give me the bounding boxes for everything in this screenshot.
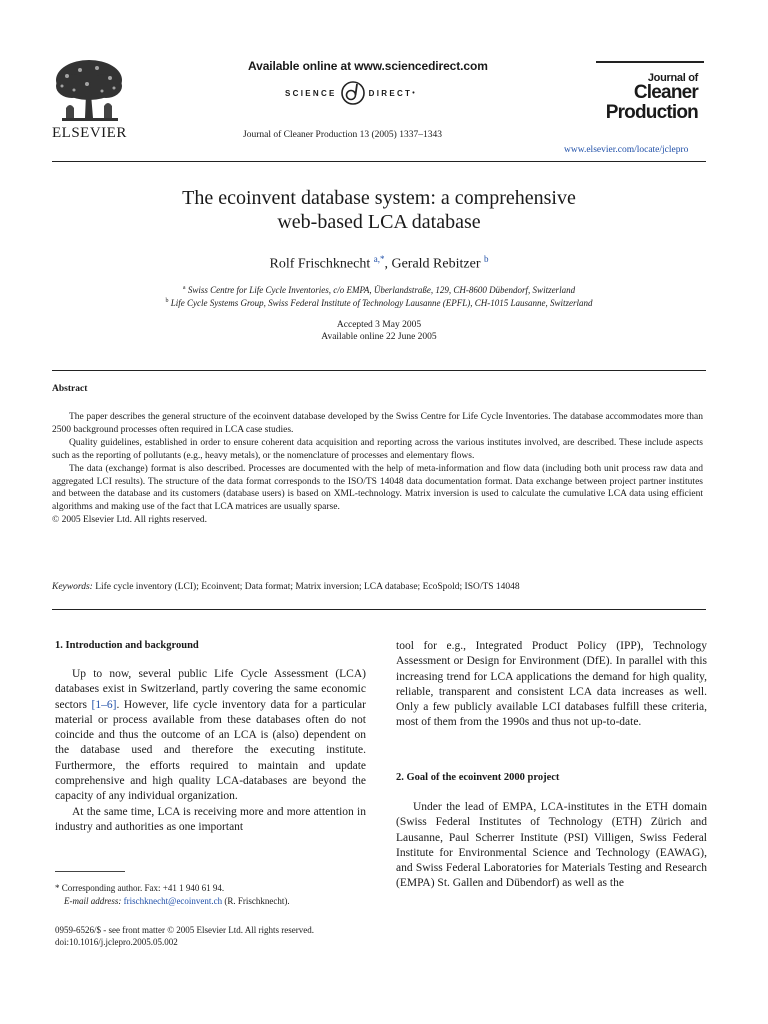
journal-logo-line2: Cleaner: [633, 82, 698, 103]
affil-b-text: Life Cycle Systems Group, Swiss Federal Institute of Technology Lausanne (EPFL), CH-1015 Lausanne, Switzerland: [170, 298, 593, 308]
section-1-paragraph-2: At the same time, LCA is receiving more and more attention in industry and authorities as one important: [55, 805, 366, 833]
footnote-rule: [55, 871, 125, 872]
sd-left-text: SCIENCE: [285, 88, 337, 98]
email-suffix: (R. Frischknecht).: [222, 896, 290, 906]
section-2-paragraph-1: Under the lead of EMPA, LCA-institutes in the ETH domain (Swiss Federal Institutes of Technology (ETH) Zürich and Lausanne, Paul Scherrer Institute (PSI) Villigen, Swiss Federal Institute for Environmental Science and Technology (EAWAG), and Swiss Federal Laboratories for Materials Testing and Research (EMPA) St. Gallen and Dübendorf) as well as the: [396, 801, 707, 890]
abstract-paragraph-1: The paper describes the general structure of the ecoinvent database developed by the Swiss Centre for Life Cycle Inventories. The database accommodates more than 2500 background processes often required in LCA case studies.: [52, 412, 703, 435]
section-1-heading: 1. Introduction and background: [55, 640, 199, 651]
journal-reference: Journal of Cleaner Production 13 (2005) 1337–1343: [243, 130, 442, 140]
affil-b-marker: b: [165, 298, 169, 304]
sd-right-text: DIRECT: [368, 88, 413, 98]
title-line-1: The ecoinvent database system: a comprehensive: [182, 187, 576, 209]
reference-link-1-6[interactable]: [1–6]: [91, 698, 117, 711]
available-online-text: Available online at www.sciencedirect.com: [248, 59, 488, 73]
title-line-2: web-based LCA database: [277, 211, 481, 233]
article-title: [52, 186, 706, 234]
author-2: Gerald Rebitzer: [391, 256, 481, 272]
affil-a-text: Swiss Centre for Life Cycle Inventories, c/o EMPA, Überlandstraße, 129, CH-8600 Dübendorf, Switzerland: [187, 285, 576, 295]
abstract-body: [52, 411, 703, 527]
section-1-paragraph-1: [55, 667, 366, 805]
abstract-paragraph-2: Quality guidelines, established in order to ensure coherent data acquisition and reporting across the various institutes involved, are described. These include aspects such as the reporting of pollutants (e.g., heavy metals), or the nomenclature of processes and elementary flows.: [52, 437, 703, 461]
journal-logo-bar: [596, 61, 704, 63]
abstract-top-rule: [52, 370, 706, 371]
keywords-label: Keywords:: [52, 582, 93, 592]
section-2-body: [396, 800, 707, 892]
affil-a-marker: a: [182, 285, 186, 291]
issn-line: 0959-6526/$ - see front matter © 2005 Elsevier Ltd. All rights reserved.: [55, 925, 315, 935]
available-date: Available online 22 June 2005: [321, 332, 437, 342]
doi-line: doi:10.1016/j.jclepro.2005.05.002: [55, 937, 178, 947]
email-label: E-mail address:: [64, 896, 122, 906]
email-link[interactable]: frischknecht@ecoinvent.ch: [121, 896, 223, 906]
keywords-list: Life cycle inventory (LCI); Ecoinvent; Data format; Matrix inversion; LCA database; EcoSpold; ISO/TS 14048: [92, 582, 520, 592]
accepted-date: Accepted 3 May 2005: [336, 320, 422, 330]
sciencedirect-d-icon: [340, 80, 366, 106]
journal-logo-line1: Journal of: [647, 72, 698, 84]
abstract-copyright: © 2005 Elsevier Ltd. All rights reserved.: [52, 515, 207, 526]
journal-url-link[interactable]: www.elsevier.com/locate/jclepro: [564, 145, 689, 155]
section-1-paragraph-2-continued: tool for e.g., Integrated Product Policy (IPP), Technology Assessment or Design for Environment (DfE). In parallel with this increasing trend for LCA applications the demand for high quality, reliable, transparent and consistent LCA data increases as well. Only a few publicly available LCI databases fulfill these criteria, most of them from the 1990s and thus not up-to-date.: [396, 640, 707, 729]
section-2-heading: 2. Goal of the ecoinvent 2000 project: [396, 772, 560, 783]
affiliation-b: [52, 298, 706, 308]
journal-logo-line3: Production: [605, 102, 698, 123]
section-1-continued: [396, 639, 707, 731]
author-list: [52, 254, 706, 273]
author-2-affil-link[interactable]: b: [483, 254, 489, 264]
section-1-body: [55, 667, 366, 835]
elsevier-tree-logo: [52, 58, 126, 128]
abstract-paragraph-3: The data (exchange) format is also described. Processes are documented with the help of meta-information and flow data (including both unit process raw data and aggregated LCI results). The structure of the data format corresponds to the ISO/TS 14048 data documentation format. Data exchange between project partner institutes and between the database and its customers (database users) is based on XML-technology. Matrix inversion is used to calculate the cumulative LCA data using efficient algorithms and making use of the fact that LCA matrices are usually sparse.: [52, 463, 703, 513]
author-1-affil-link[interactable]: a,*: [373, 254, 385, 264]
publisher-name: ELSEVIER: [52, 125, 127, 141]
header-rule: [52, 161, 706, 162]
author-separator: ,: [384, 256, 392, 272]
sd-mark: •: [412, 89, 415, 97]
affiliation-a: [52, 285, 706, 295]
author-1: Rolf Frischknecht: [269, 256, 371, 272]
section-1-p1-text-b: . However, life cycle inventory data for a particular material or process available from these databases often do not coincide and thus the outcome of an LCA is (also) dependent on the database used and therefore the executing institute. Furthermore, the efforts required to maintain and update comprehensive and high quality LCA-databases are beyond the capacity of any individual organization.: [55, 698, 366, 803]
abstract-heading: Abstract: [52, 384, 88, 394]
abstract-bottom-rule: [52, 609, 706, 610]
sciencedirect-logo: [285, 80, 415, 106]
corresponding-author-note: * Corresponding author. Fax: +41 1 940 61 94.: [55, 883, 225, 893]
section-1-p1-text-a: Up to now, several public Life Cycle Assessment (LCA) databases exist in Switzerland, partly covering the same economic sectors: [55, 668, 366, 711]
email-note: [64, 896, 290, 906]
keywords: [52, 582, 706, 592]
